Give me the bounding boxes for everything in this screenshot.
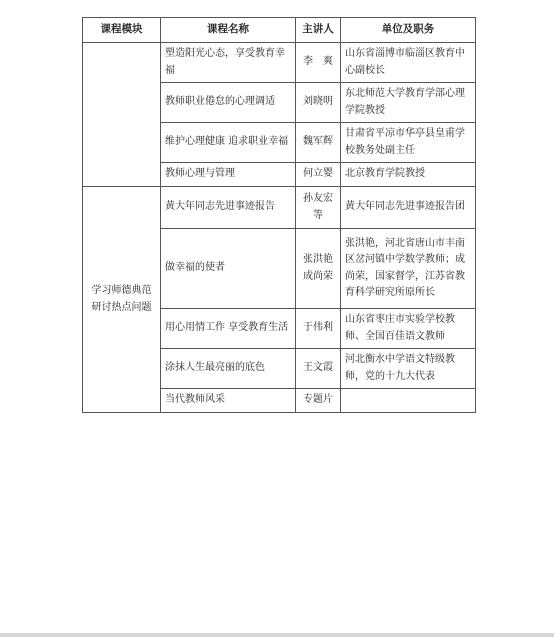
course-cell: 教师心理与管理 — [161, 163, 296, 187]
page-bottom-divider — [0, 633, 554, 637]
speaker-cell: 专题片 — [296, 389, 341, 413]
course-cell: 黄大年同志先进事迹报告 — [161, 187, 296, 229]
course-cell: 塑造阳光心态，享受教育幸福 — [161, 43, 296, 83]
speaker-cell: 何立婴 — [296, 163, 341, 187]
speaker-cell: 孙友宏等 — [296, 187, 341, 229]
module-cell-group1 — [83, 43, 161, 187]
speaker-cell: 王文霞 — [296, 349, 341, 389]
unit-cell: 张洪艳，河北省唐山市丰南区岔河镇中学数学教师；成尚荣，国家督学，江苏省教育科学研究所原所长 — [341, 229, 476, 309]
course-cell: 教师职业倦怠的心理调适 — [161, 83, 296, 123]
header-speaker: 主讲人 — [296, 18, 341, 43]
unit-cell: 山东省淄博市临淄区教育中心副校长 — [341, 43, 476, 83]
unit-cell: 山东省枣庄市实验学校教师、全国百佳语文教师 — [341, 309, 476, 349]
header-course: 课程名称 — [161, 18, 296, 43]
unit-cell: 东北师范大学教育学部心理学院教授 — [341, 83, 476, 123]
speaker-cell: 李 爽 — [296, 43, 341, 83]
unit-cell: 河北衡水中学语文特级教师，党的十九大代表 — [341, 349, 476, 389]
course-cell: 做幸福的使者 — [161, 229, 296, 309]
course-cell: 维护心理健康 追求职业幸福 — [161, 123, 296, 163]
header-module: 课程模块 — [83, 18, 161, 43]
unit-cell — [341, 389, 476, 413]
speaker-cell: 张洪艳成尚荣 — [296, 229, 341, 309]
course-cell: 用心用情工作 享受教育生活 — [161, 309, 296, 349]
course-cell: 涂抹人生最亮丽的底色 — [161, 349, 296, 389]
header-row — [83, 18, 476, 43]
table-row — [83, 187, 476, 229]
unit-cell: 北京教育学院教授 — [341, 163, 476, 187]
speaker-cell: 刘晓明 — [296, 83, 341, 123]
speaker-cell: 于伟利 — [296, 309, 341, 349]
module-cell-group2: 学习师德典范研讨热点问题 — [83, 187, 161, 413]
speaker-cell: 魏军辉 — [296, 123, 341, 163]
unit-cell: 甘肃省平凉市华亭县皇甫学校教务处副主任 — [341, 123, 476, 163]
course-table — [82, 17, 476, 413]
table-row — [83, 43, 476, 83]
course-cell: 当代教师风采 — [161, 389, 296, 413]
unit-cell: 黄大年同志先进事迹报告团 — [341, 187, 476, 229]
header-unit: 单位及职务 — [341, 18, 476, 43]
